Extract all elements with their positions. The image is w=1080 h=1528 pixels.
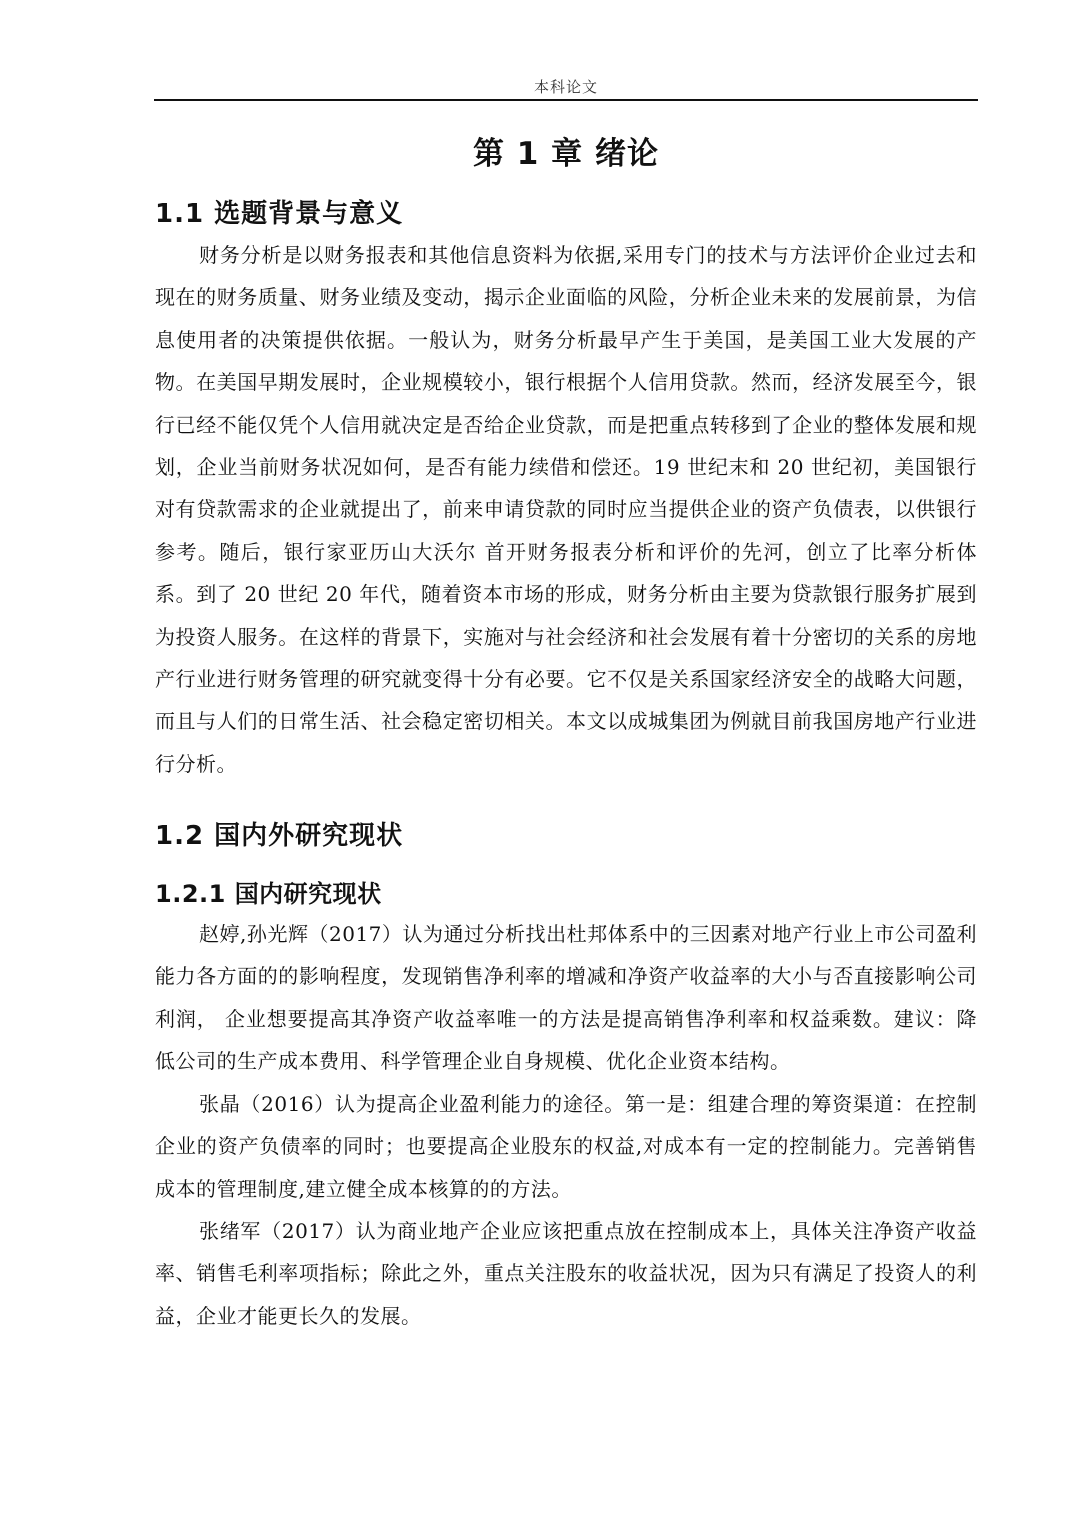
paragraph-zhang-xujun: 张绪军（2017）认为商业地产企业应该把重点放在控制成本上，具体关注净资产收益率、销售毛利率项指标；除此之外，重点关注股东的收益状况，因为只有满足了投资人的利益，企业才能更长久的发展。 — [155, 1219, 977, 1328]
paragraph-zhao-sun: 赵婷,孙光辉（2017）认为通过分析找出杜邦体系中的三因素对地产行业上市公司盈利能力各方面的的影响程度，发现销售净利率的增减和净资产收益率的大小与否直接影响公司利润， 企业想要提高其净资产收益率唯一的方法是提高销售净利率和权益乘数。建议：降低公司的生产成本费用、科学管理企业自身规模、优化企业资本结构。 — [155, 922, 977, 1074]
chapter-title: 第 1 章 绪论 — [473, 136, 659, 172]
paragraph-background: 财务分析是以财务报表和其他信息资料为依据,采用专门的技术与方法评价企业过去和现在的财务质量、财务业绩及变动，揭示企业面临的风险，分析企业未来的发展前景，为信息使用者的决策提供依据。一般认为，财务分析最早产生于美国，是美国工业大发展的产物。在美国早期发展时，企业规模较小，银行根据个人信用贷款。然而，经济发展至今，银行已经不能仅凭个人信用就决定是否给企业贷款，而是把重点转移到了企业的整体发展和规划，企业当前财务状况如何，是否有能力续借和偿还。19 世纪末和 20 世纪初，美国银行对有贷款需求的企业就提出了，前来申请贷款的同时应当提供企业的资产负债表，以供银行参考。随后，银行家亚历山大沃尔 首开财务报表分析和评价的先河，创立了比率分析体系。到了 20 世纪 20 年代，随着资本市场的形成，财务分析由主要为贷款银行服务扩展到为投资人服务。在这样的背景下，实施对与社会经济和社会发展有着十分密切的关系的房地产行业进行财务管理的研究就变得十分有必要。它不仅是关系国家经济安全的战略大问题，而且与人们的日常生活、社会稳定密切相关。本文以成城集团为例就目前我国房地产行业进行分析。 — [155, 243, 977, 776]
section-heading-1-1: 1.1 选题背景与意义 — [155, 199, 404, 229]
paragraph-zhang-jing: 张晶（2016）认为提高企业盈利能力的途径。第一是：组建合理的筹资渠道：在控制企业的资产负债率的同时；也要提高企业股东的权益,对成本有一定的控制能力。完善销售成本的管理制度,建立健全成本核算的的方法。 — [155, 1092, 977, 1201]
section-heading-1-2: 1.2 国内外研究现状 — [155, 821, 404, 851]
header-divider — [154, 99, 978, 101]
running-header: 本科论文 — [533, 78, 598, 96]
subsection-heading-1-2-1: 1.2.1 国内研究现状 — [155, 880, 382, 908]
